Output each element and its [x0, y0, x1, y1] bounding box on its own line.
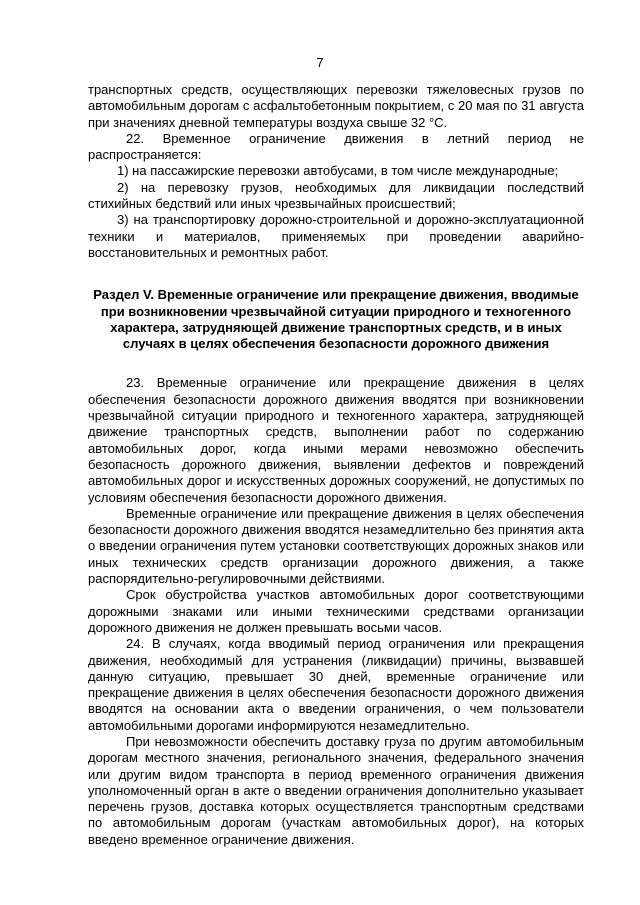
page-number: 7	[316, 55, 324, 70]
section-heading: Раздел V. Временные ограничение или прекращение движения, вводимые при возникновении чрезвычайной ситуации природного и техногенного характера, затрудняющей движение транспортных средств, и в иных случаях в целях обеспечения безопасности дорожного движения	[93, 287, 579, 352]
paragraph: Временные ограничение или прекращение движения в целях обеспечения безопасности дорожного движения вводятся незамедлительно без принятия акта о введении ограничения путем установки соответствующих дорожных знаков или иных технических средств организации дорожного движения, а также распорядительно-регулировочными действиями.	[88, 505, 584, 587]
list-item: 1) на пассажирские перевозки автобусами, в том числе международные;	[117, 163, 559, 179]
paragraph: Срок обустройства участков автомобильных дорог соответствующими дорожными знаками или иными техническими средствами организации дорожного движения не должен превышать восьми часов.	[88, 587, 584, 635]
list-item: 3) на транспортировку дорожно-строительной и дорожно-эксплуатационной техники и материалов, применяемых при проведении аварийно-восстановительных и ремонтных работ.	[88, 212, 584, 260]
paragraph: 24. В случаях, когда вводимый период ограничения или прекращения движения, необходимый для устранения (ликвидации) причины, вызвавшей данную ситуацию, превышает 30 дней, временные ограничение или прекращение движения в целях обеспечения безопасности дорожного движения вводятся на основании акта о введении ограничения, о чем пользователи автомобильными дорогами информируются незамедлительно.	[88, 636, 584, 733]
document-body	[88, 82, 584, 848]
section-iv-continuation	[88, 82, 584, 261]
section-v-body	[88, 375, 584, 848]
paragraph: транспортных средств, осуществляющих перевозки тяжеловесных грузов по автомобильным дорогам с асфальтобетонным покрытием, с 20 мая по 31 августа при значениях дневной температуры воздуха свыше 32 °С.	[88, 82, 584, 130]
paragraph: При невозможности обеспечить доставку груза по другим автомобильным дорогам местного значения, регионального значения, федерального значения или другим видом транспорта в период временного ограничения движения уполномоченный орган в акте о введении ограничения дополнительно указывает перечень грузов, доставка которых осуществляется транспортным средствами по автомобильным дорогам (участкам автомобильных дорог), на которых введено временное ограничение движения.	[88, 733, 584, 847]
list-item: 2) на перевозку грузов, необходимых для ликвидации последствий стихийных бедствий или иных чрезвычайных происшествий;	[88, 179, 584, 212]
paragraph: 22. Временное ограничение движения в летний период не распространяется:	[88, 130, 584, 163]
paragraph: 23. Временные ограничение или прекращение движения в целях обеспечения безопасности дорожного движения вводятся при возникновении чрезвычайной ситуации природного и техногенного характера, затрудняющей движение транспортных средств, выполнении работ по содержанию автомобильных дорог, когда иными мерами невозможно обеспечить безопасность дорожного движения, выявлении дефектов и повреждений автомобильных дорог и искусственных дорожных сооружений, не допустимых по условиям обеспечения безопасности дорожного движения.	[88, 375, 584, 505]
